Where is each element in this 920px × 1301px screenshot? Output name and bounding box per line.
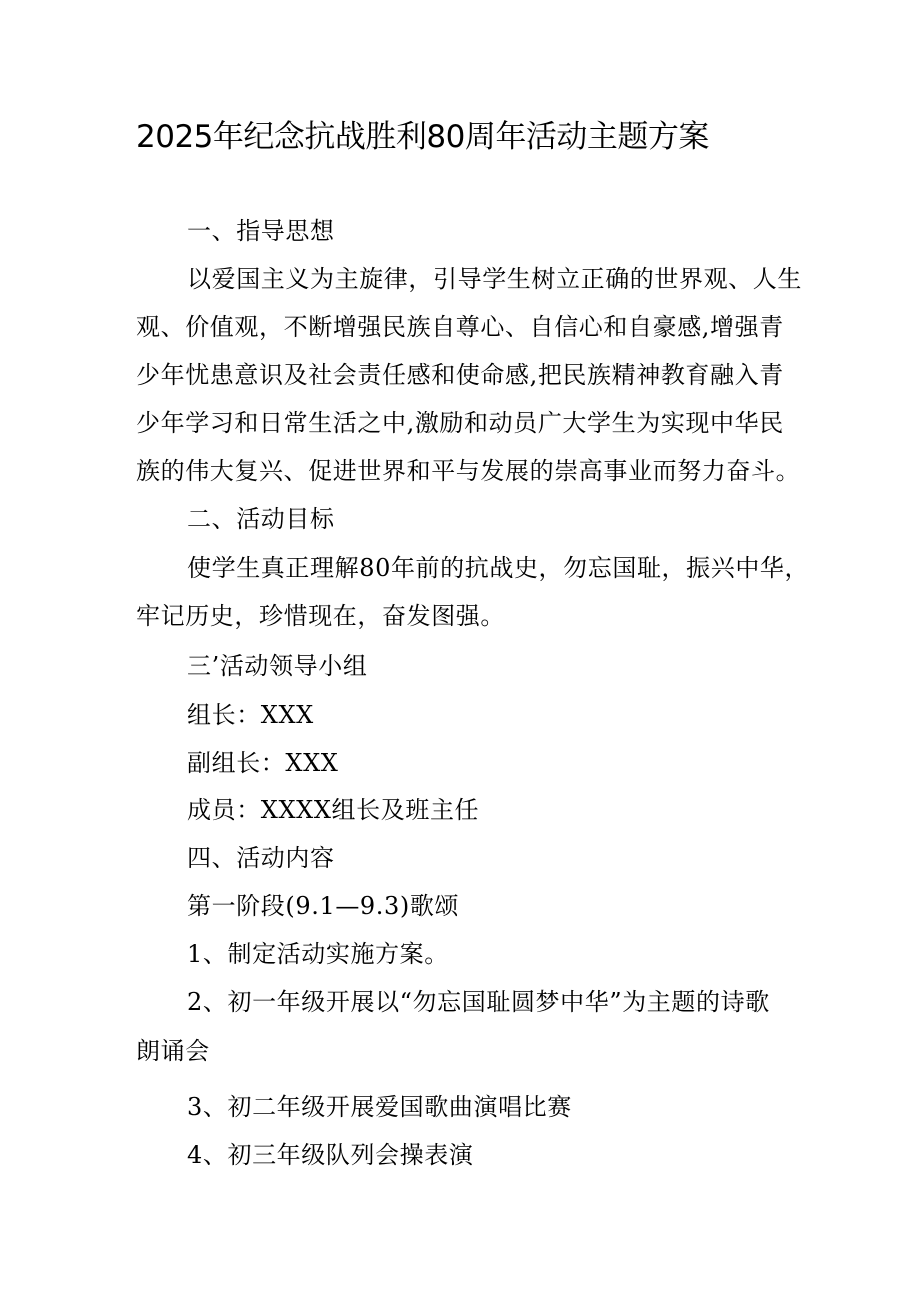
list-item: 4、初三年级队列会操表演 bbox=[187, 1141, 474, 1169]
list-item: 1、制定活动实施方案。 bbox=[187, 940, 449, 968]
stage-one-line: 第一阶段(9.1—9.3)歌颂 bbox=[187, 892, 460, 920]
paragraph-line: 使学生真正理解80年前的抗战史，勿忘国耻，振兴中华， bbox=[187, 554, 810, 582]
paragraph-line: 牢记历史，珍惜现在，奋发图强。 bbox=[136, 602, 505, 630]
deputy-leader-line: 副组长：XXX bbox=[187, 749, 339, 777]
list-item: 2、初一年级开展以“勿忘国耻圆梦中华”为主题的诗歌 bbox=[187, 988, 770, 1016]
paragraph-line: 少年学习和日常生活之中,激励和动员广大学生为实现中华民 bbox=[136, 409, 784, 437]
heading-activity-content: 四、活动内容 bbox=[187, 844, 335, 872]
paragraph-line: 以爱国主义为主旋律，引导学生树立正确的世界观、人生 bbox=[187, 265, 802, 293]
paragraph-line: 族的伟大复兴、促进世界和平与发展的崇高事业而努力奋斗。 bbox=[136, 457, 801, 485]
heading-activity-goal: 二、活动目标 bbox=[187, 505, 335, 533]
paragraph-line: 观、价值观，不断增强民族自尊心、自信心和自豪感,增强青 bbox=[136, 313, 784, 341]
document-title: 2025年纪念抗战胜利80周年活动主题方案 bbox=[136, 119, 709, 155]
list-item: 3、初二年级开展爱国歌曲演唱比赛 bbox=[187, 1093, 572, 1121]
paragraph-line: 少年忧患意识及社会责任感和使命感,把民族精神教育融入青 bbox=[136, 361, 784, 389]
heading-guiding-thought: 一、指导思想 bbox=[187, 217, 335, 245]
members-line: 成员：XXXX组长及班主任 bbox=[187, 796, 480, 824]
leader-line: 组长：XXX bbox=[187, 701, 314, 729]
heading-leadership-group: 三’活动领导小组 bbox=[187, 652, 368, 680]
list-item-continuation: 朗诵会 bbox=[136, 1037, 210, 1065]
